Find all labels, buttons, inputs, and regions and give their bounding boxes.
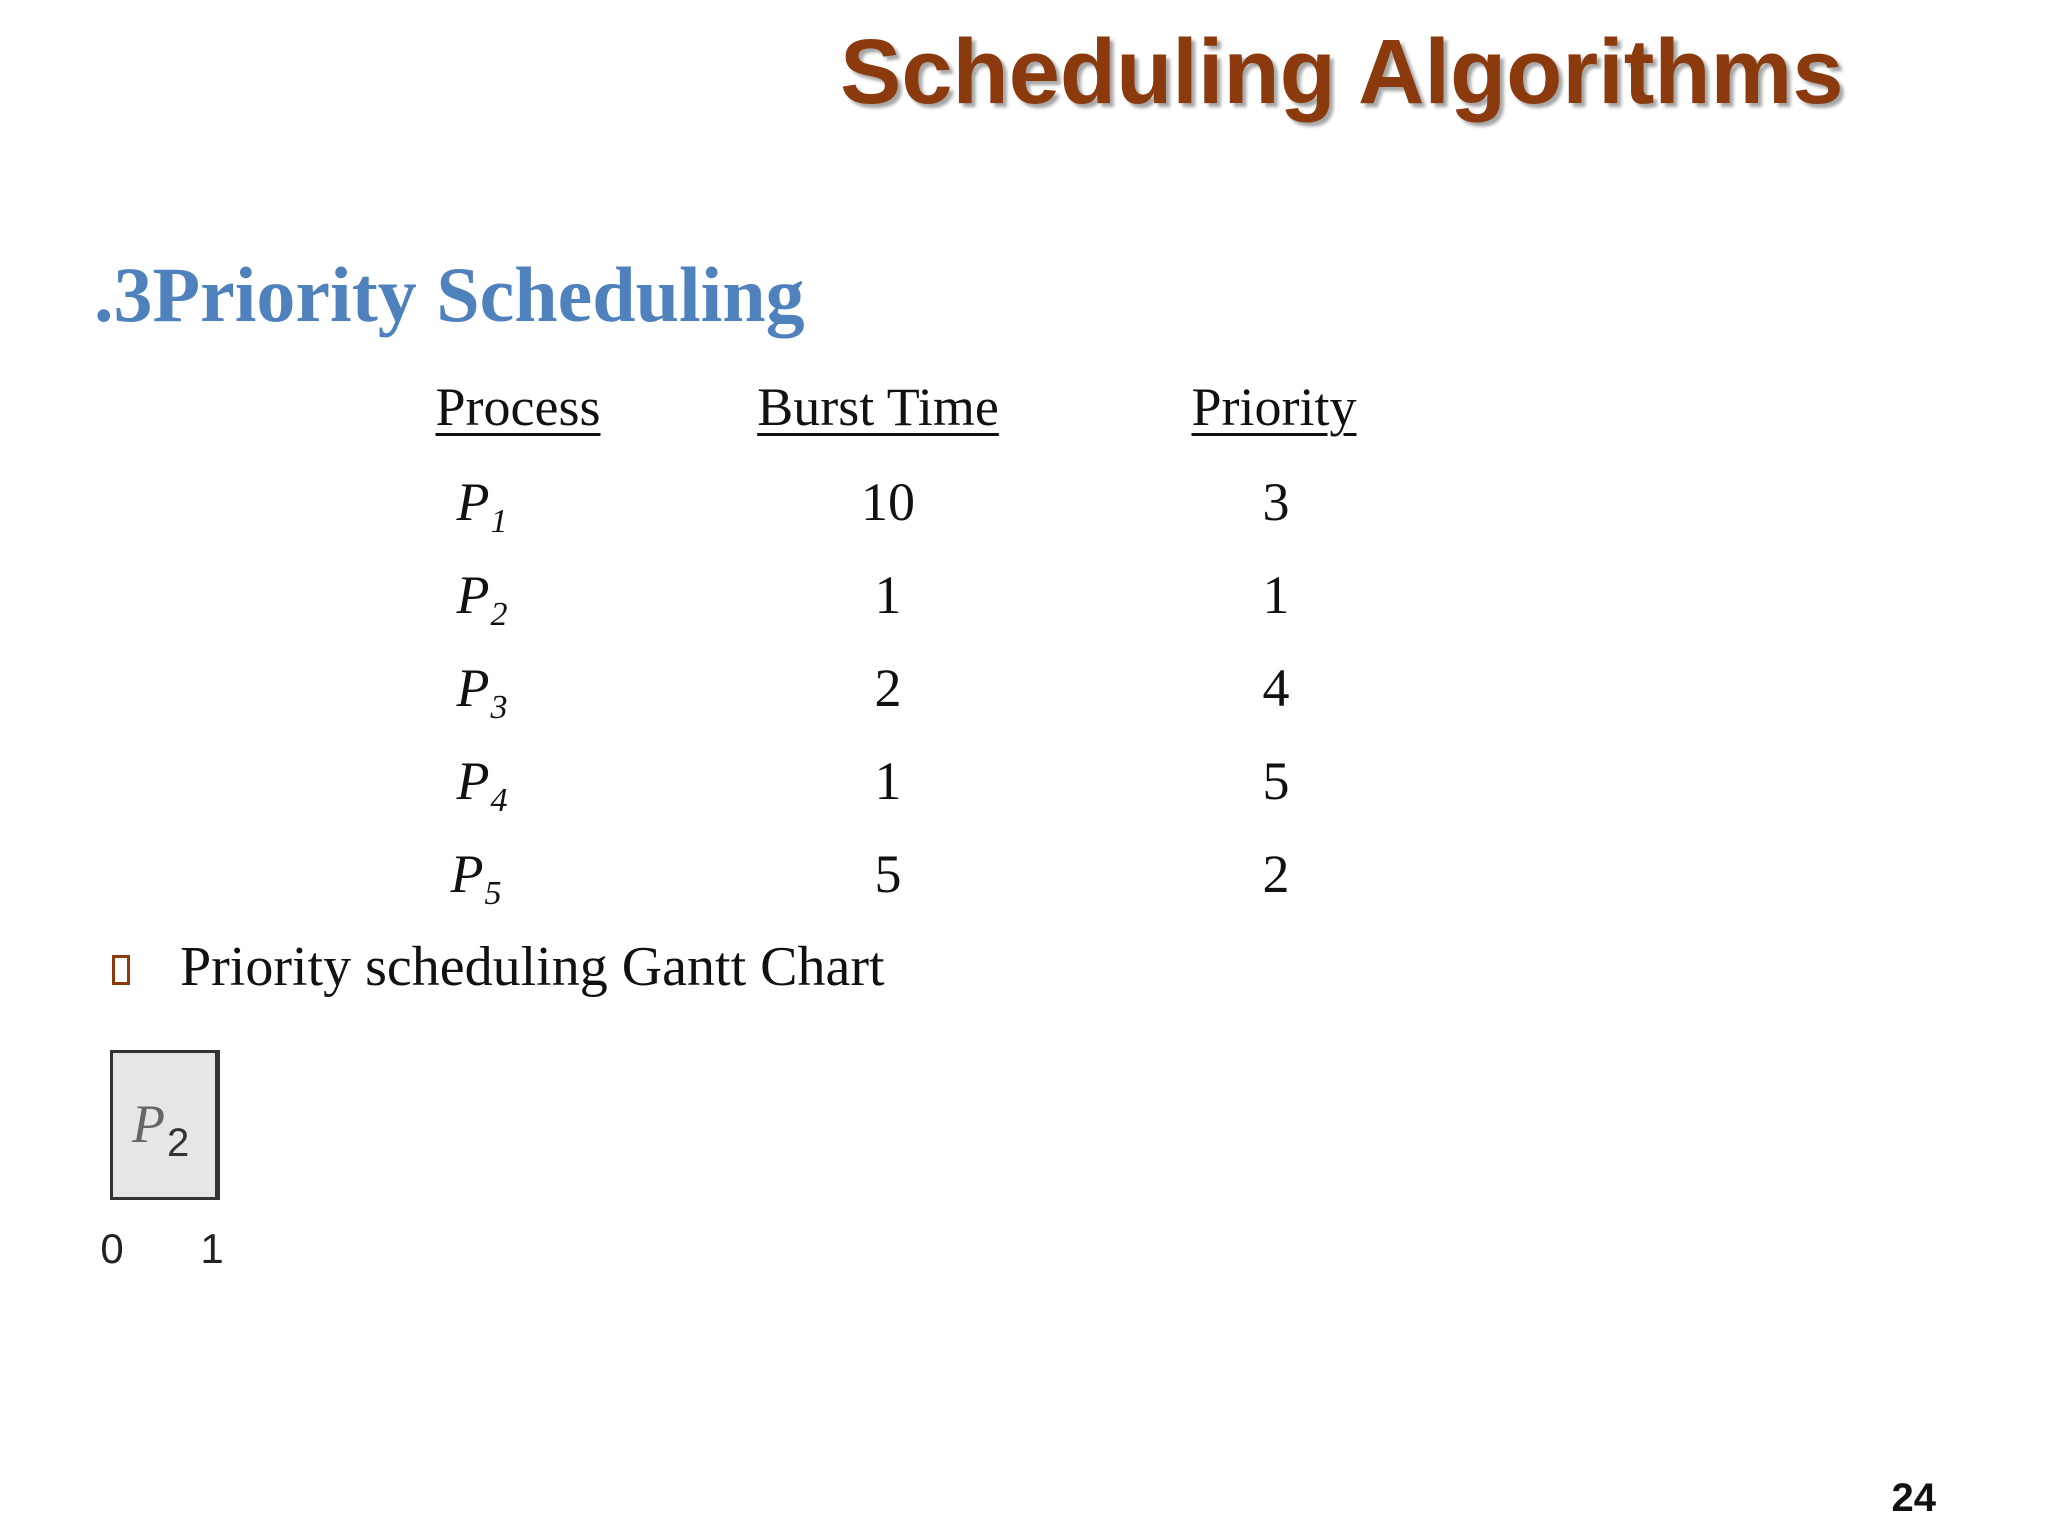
slide-title: Scheduling Algorithms [840, 21, 1844, 123]
table-row-priority: 1 [1262, 565, 1290, 625]
section-heading: .3Priority Scheduling [94, 251, 805, 338]
table-row-process: $P_1$ [456, 472, 508, 540]
table-row-priority: 5 [1262, 751, 1290, 811]
table-row-priority: 3 [1262, 472, 1290, 532]
table-row-priority: 2 [1262, 844, 1290, 904]
table-row-burst-time: 1 [874, 565, 902, 625]
header-burst-time: Burst Time [757, 377, 999, 437]
table-row-burst-time: 5 [874, 844, 902, 904]
header-priority: Priority [1191, 377, 1357, 437]
bullet-item [112, 935, 885, 999]
table-row-burst-time: 2 [874, 658, 902, 718]
gantt-block-label: $P_2$ [132, 1094, 190, 1165]
table-row-process: $P_2$ [456, 565, 508, 633]
table-row-process: $P_5$ [450, 844, 502, 912]
page-number: 24 [1891, 1476, 1936, 1520]
table-row-process: $P_4$ [456, 751, 508, 819]
table-row-priority: 4 [1262, 658, 1290, 718]
table-row-burst-time: 1 [874, 751, 902, 811]
bullet-text: Priority scheduling Gantt Chart [180, 936, 885, 998]
gantt-time-label: 1 [200, 1225, 224, 1272]
table-row-burst-time: 10 [861, 472, 915, 532]
gantt-time-label: 0 [100, 1225, 124, 1272]
gantt-end-tick [216, 1050, 220, 1200]
header-process: Process [435, 377, 601, 437]
table-row-process: $P_3$ [456, 658, 508, 726]
square-bullet-icon [112, 955, 130, 985]
